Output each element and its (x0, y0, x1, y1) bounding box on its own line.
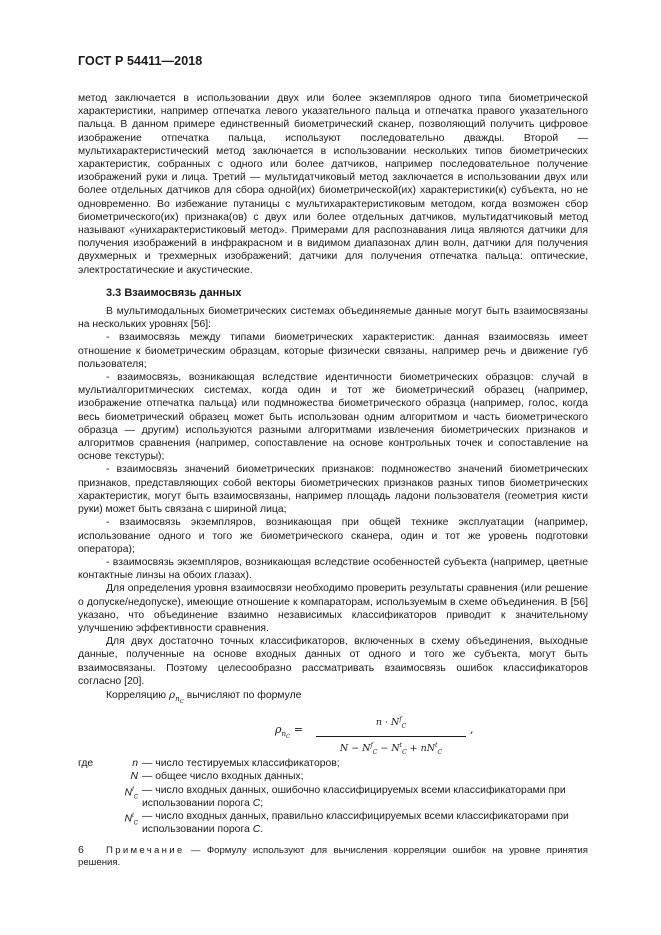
definition-N: N — общее число входных данных; (78, 770, 588, 783)
where-label: где (78, 758, 94, 770)
definitions-list (78, 757, 588, 836)
bullet-characteristics: - взаимосвязь между типами биометрических характеристик: данная взаимосвязь имеет отношение к биометрическим образцам, которые физически связаны, например речь и движение губ пользователя; (78, 332, 588, 370)
bullet-sample-identity: - взаимосвязь, возникающая вследствие идентичности биометрических образцов: случай в мультиалгоритмических системах, когда один и тот же биометрический образец (например, изображение отпечатка пальца) или подмножества биометрического образца (например, голос, когда весь биометрический образец может быть использован одним алгоритмом и часть биометрического образца — другим) используются разными алгоритмами извлечения биометрических признаков и алгоритмов сравнения (например, сопоставление на основе контрольных точек и сопоставление на основе текстуры); (78, 372, 588, 463)
correlation-label: Корреляцию (106, 689, 167, 701)
formula-fraction (316, 713, 466, 759)
formula-lhs: $\rho_{n_C}$ = (275, 723, 303, 741)
bullet-feature-values: - взаимосвязь значений биометрических признаков: подмножество значений биометрических признаков, представляющих собой векторы биометрических признаков разных типов биометрических характеристик, могут быть взаимосвязаны, например площадь ладони пользователя (геометрия кисти руки) может быть связана с шириной лица; (78, 464, 588, 516)
note (78, 845, 588, 869)
correlation-intro (78, 689, 588, 709)
page-number: 6 (78, 844, 84, 856)
formula-denominator: $N - N^f_C - N^t_C + nN^t_C$ (339, 741, 443, 756)
paragraph-correlation-level: Для определения уровня взаимосвязи необходимо проверить результаты сравнения (или решение о допуске/недопуске), имеющие отношение к компараторам, используемым в схеме объединения. В [56] указано, что объединение взаимно независимых классификаторов приводит к значительному улучшению эффективности сравнения. (78, 583, 588, 634)
symbol-Nf: $N^f_C$ (124, 786, 138, 801)
formula-comma: , (470, 723, 474, 737)
definition-N-true: $N^t_C$ — число входных данных, правильно классифицируемых всеми классификаторами при использовании порога C. (78, 810, 588, 836)
symbol-Nt: $N^t_C$ (124, 812, 138, 827)
bullet-instances-subject: - взаимосвязь экземпляров, возникающая вследствие особенностей субъекта (например, цветные контактные линзы на обоих глазах). (78, 556, 588, 582)
rho-symbol: $\rho_{n_C}$ (168, 688, 184, 705)
section-heading: 3.3 Взаимосвязь данных (106, 286, 242, 299)
symbol-n: n (132, 758, 138, 770)
rho-subscript: nC (175, 694, 184, 705)
document-header: ГОСТ Р 54411—2018 (78, 54, 203, 68)
note-label: Примечание (106, 845, 185, 857)
page-body (78, 92, 588, 869)
paragraph-classifiers: Для двух достаточно точных классификаторов, включенных в схему объединения, выходные данные, полученные на основе входных данных от одного и того же субъекта, могут быть взаимосвязаны. Поэтому целесообразно рассматривать взаимосвязь ошибок классификаторов согласно [20]. (78, 636, 588, 687)
symbol-N: N (130, 771, 138, 783)
definition-N-false: $N^f_C$ — число входных данных, ошибочно классифицируемых всеми классификаторами при использовании порога C; (78, 784, 588, 810)
bullet-instances-technique: - взаимосвязь экземпляров, возникающая при общей технике эксплуатации (например, использование одного и того же биометрического сканера, один и тот же уровень подготовки оператора); (78, 517, 588, 555)
intro-paragraph: метод заключается в использовании двух или более экземпляров одного типа биометрической характеристики, например отпечатка левого указательного пальца и отпечатка правого указательного пальца. В данном примере единственный биометрический сканер, позволяющий получить цифровое изображение отпечатка пальца, используют последовательно дважды. Второй — мультихарактеристический метод заключается в использовании нескольких типов биометрических характеристик, собранных с одного или более датчиков, например последовательное получение изображений руки и лица. Третий — мультидатчиковый метод заключается в использовании двух или более отдельных датчиков для сбора одной(их) биометрической(их) характеристики(к) субъекта, но не одновременно. Во избежание путаницы с мультихарактеристиковым методом, когда возможен сбор биометрического(их) признака(ов) с двух или более отдельных датчиков, мультидатчиковый метод называют «унихарактеристиковый метод». Примерами для распознавания лица являются датчики для получения изображений в инфракрасном и в видимом диапазонах длин волн, датчики для получения двухмерных и трехмерных изображений; датчики для получения отпечатка пальца: оптические, электростатические и акустические. (78, 93, 588, 276)
paragraph-levels: В мультимодальных биометрических системах объединяемые данные могут быть взаимосвязаны на нескольких уровнях [56]: (78, 306, 588, 331)
correlation-tail: вычисляют по формуле (186, 689, 302, 701)
definition-n: где n — число тестируемых классификаторов; (78, 758, 340, 770)
correlation-formula (78, 711, 588, 756)
formula-numerator: $n \cdot N^f_C$ (316, 713, 466, 736)
note-text: — Формулу используют для вычисления корреляции ошибок на уровне принятия решения. (78, 845, 588, 869)
